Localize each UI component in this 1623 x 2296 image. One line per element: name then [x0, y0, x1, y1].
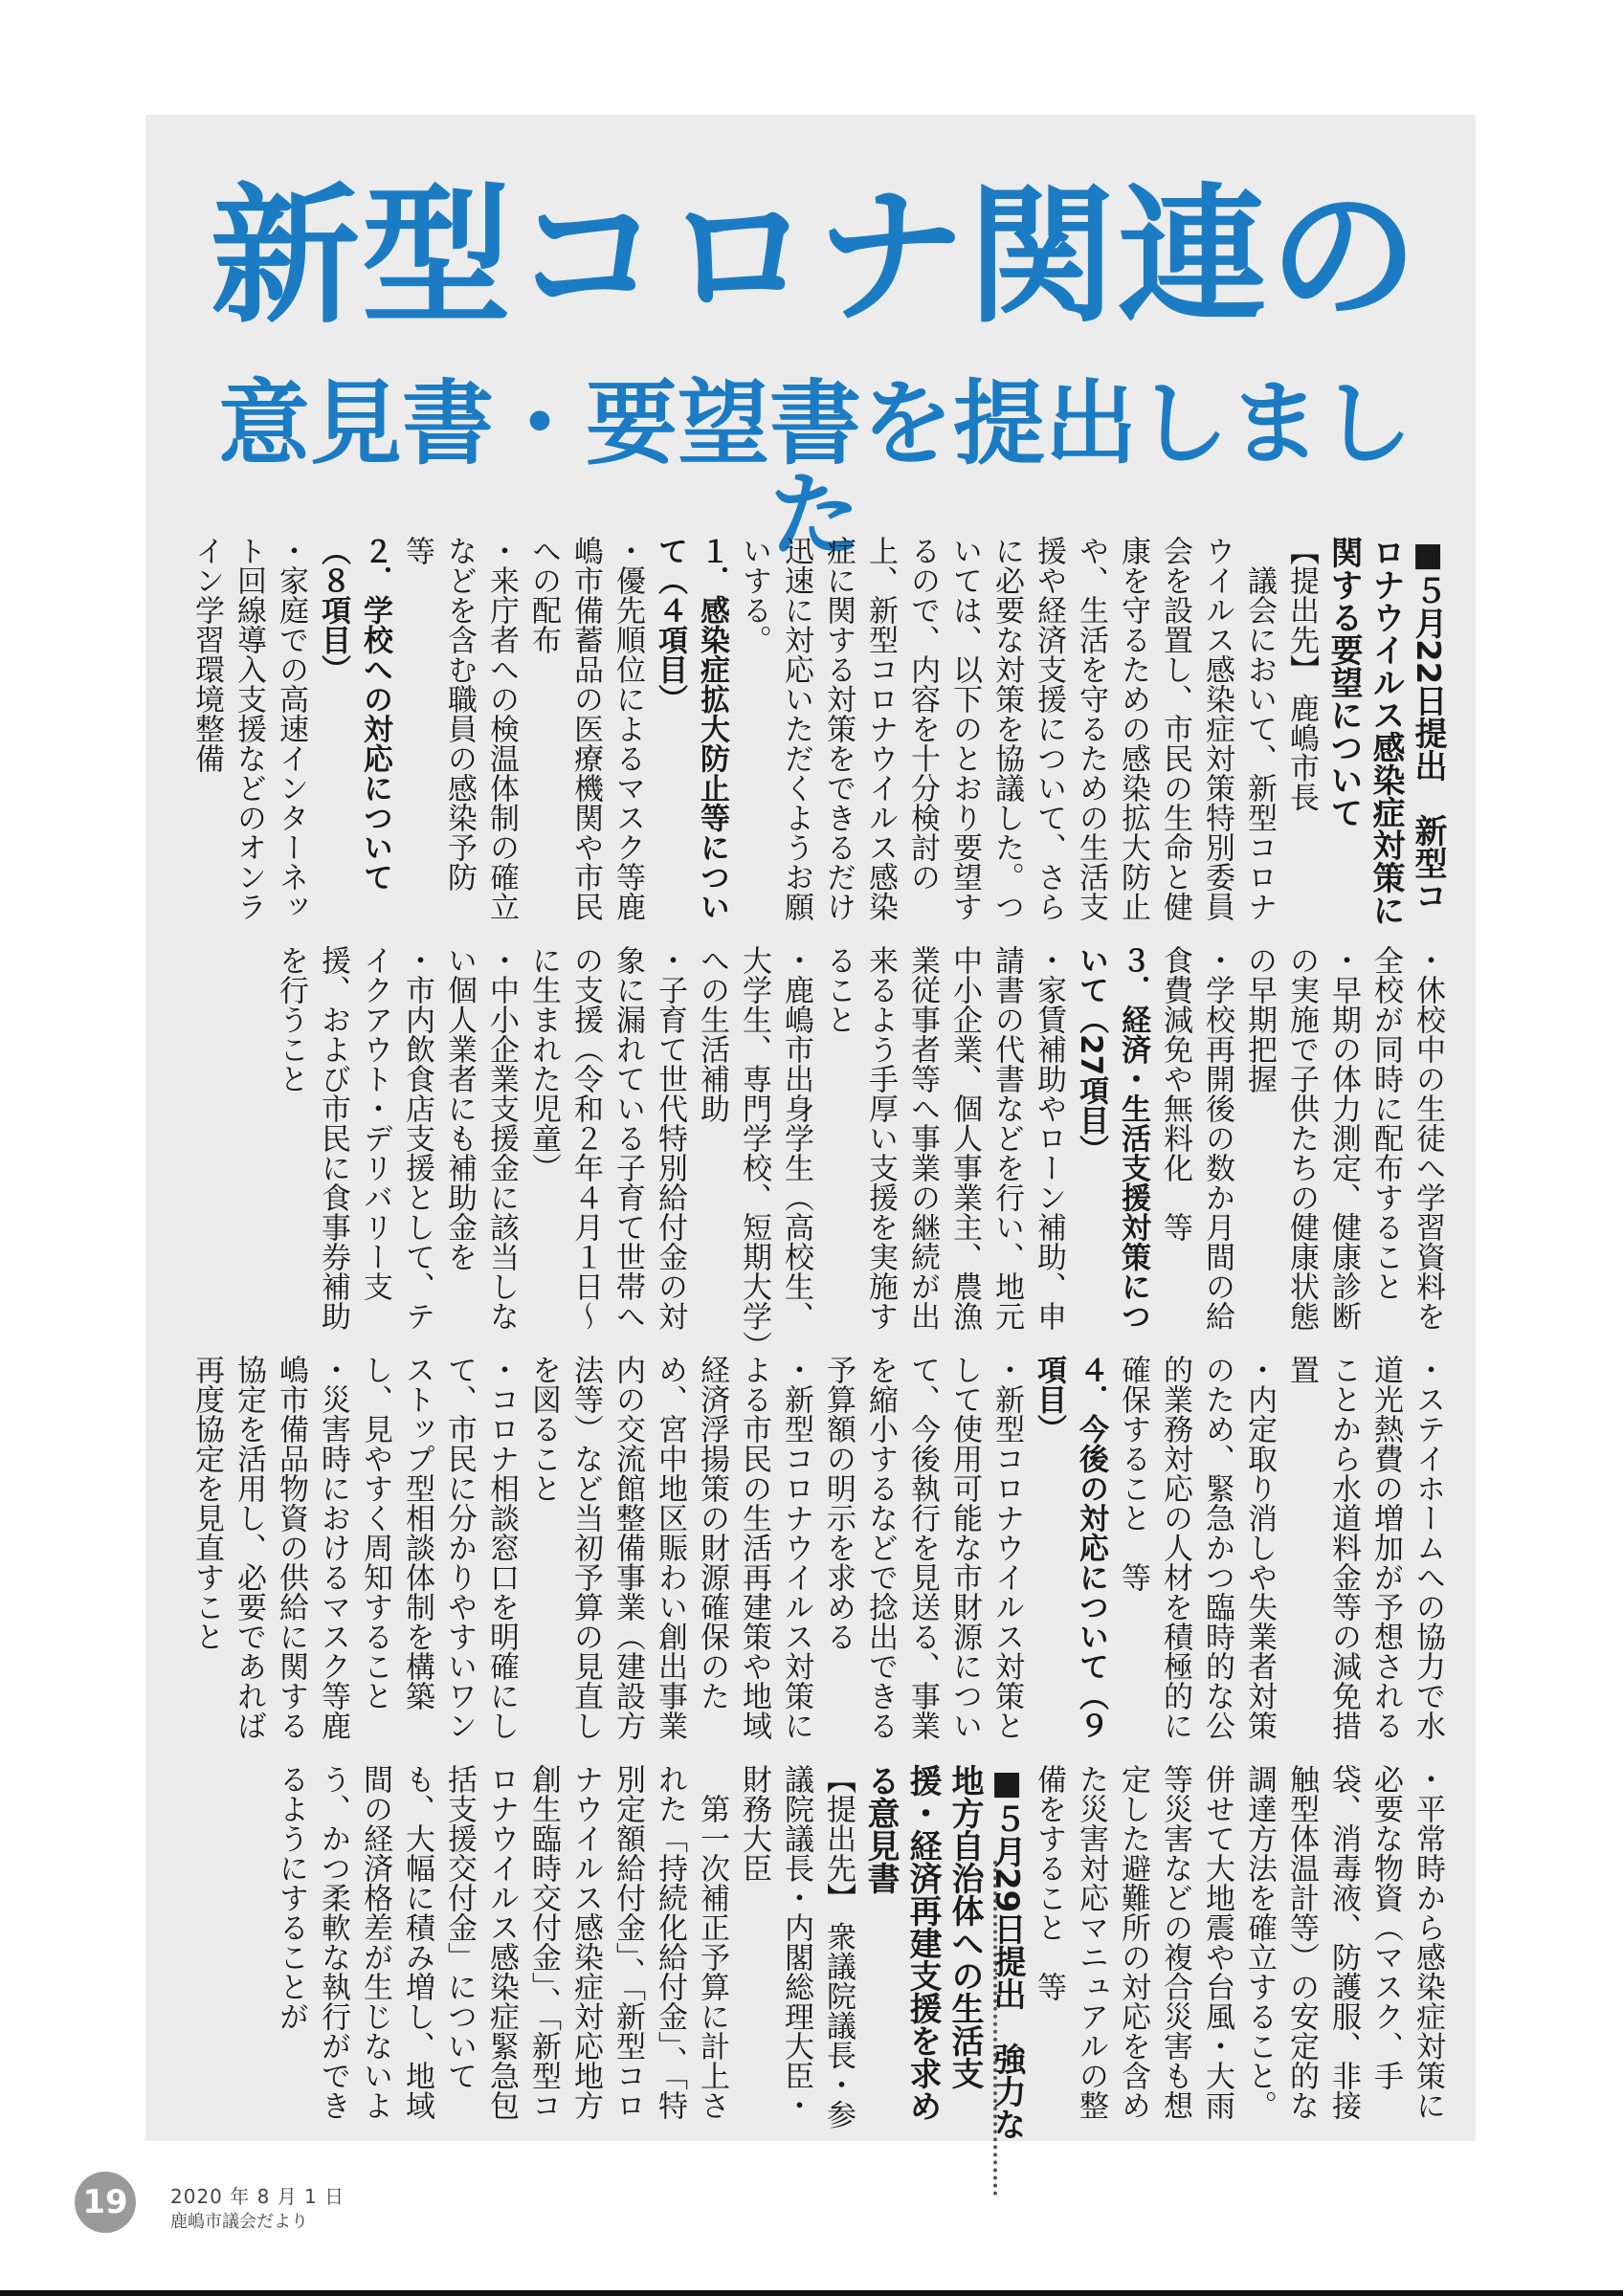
section1-item: ・来庁者への検温体制の確立などを含む職員の感染予防 等	[400, 536, 519, 921]
section4-title: ４．今後の対応について（９項目）	[1032, 1355, 1108, 1740]
section3-item: ・内定取り消しや失業者対策のため、緊急かつ臨時的な公的業務対応の人材を積極的に確保すること 等	[1116, 1355, 1277, 1740]
section3-item: ・中小企業支援金に該当しない個人業者にも補助金を	[442, 945, 519, 1331]
text-band-1	[172, 536, 1449, 938]
section4-item: ・新型コロナウイルス対策による市民の生活再建策や地域経済浮揚策の財源確保のため、宮中地区賑わい創出事業内の交流館整備事業（建設方法等）など当初予算の見直しを図ること	[526, 1355, 813, 1740]
article1-intro: 議会において、新型コロナウイルス感染症対策特別委員会を設置し、市民の生命と健康を守るための感染拡大防止や、生活を守るための生活支援や経済支援について、さらに必要な対策を協議した。ついては、以下のとおり要望するので、内容を十分検討の上、新型コロナウイルス感染症に関する対策をできるだけ迅速に対応いただくようお願いする。	[737, 536, 1277, 921]
article2-recipient: 【提出先】 衆議院議長・参議院議長・内閣総理大臣・財務大臣	[737, 1764, 856, 2130]
page-title: 新型コロナ関連の	[211, 169, 1420, 343]
issue-date: 2020 年 8 月 1 日	[170, 2185, 345, 2208]
section4-item: ・災害時におけるマスク等鹿嶋市備品物資の供給に関する協定を活用し、必要であれば再度協定を見直すこと	[189, 1355, 350, 1740]
section3-item: ・鹿嶋市出身学生（高校生、大学生、専門学校、短期大学）への生活補助	[695, 945, 813, 1346]
page-number: 19	[75, 2172, 136, 2233]
section3-item: ・子育て世代特別給付金の対象に漏れている子育て世帯への支援（令和２年４月１日～に生まれた児童）	[526, 945, 687, 1331]
section4-item: ・新型コロナウイルス対策として使用可能な市財源について、今後執行を見送る、事業を縮小するなどで捻出できる予算額の明示を求める	[821, 1355, 1024, 1740]
article1-recipient: 【提出先】 鹿嶋市長	[1284, 536, 1319, 812]
section3-title: ３．経済・生活支援対策について（27項目）	[1074, 945, 1150, 1331]
section3-item: ・ステイホームへの協力で水道光熱費の増加が予想されることから水道料金等の減免措置	[1284, 1355, 1445, 1740]
article2-body: 第一次補正予算に計上された「持続化給付金」、「特別定額給付金」、「新型コロナウイルス感染症対応地方創生臨時交付金」、「新型コロナウイルス感染症緊急包括支援交付金」についても、大幅に積み増し、地域間の経済格差が生じないよう、かつ柔軟な執行ができるようにすることが	[274, 1764, 729, 2120]
article1-heading: ■５月22日提出 新型コロナウイルス感染症対策に関する要望について	[1324, 536, 1447, 926]
text-band-4	[172, 1764, 1449, 2147]
section2-title: ２．学校への対応について（８項目）	[316, 536, 392, 892]
section1-title: １．感染症拡大防止等について（４項目）	[653, 536, 729, 921]
text-band-2	[172, 945, 1449, 1347]
section3-item: ・家賃補助やローン補助、申請書の代書などを行い、地元中小企業、個人事業主、農漁業従事者等へ事業の継続が出来るよう手厚い支援を実施すること	[821, 945, 1066, 1331]
article-divider	[993, 1861, 997, 2196]
section2-item: ・早期の体力測定、健康診断の実施で子供たちの健康状態の早期把握	[1242, 945, 1361, 1331]
section4-item: ・平常時から感染症対策に必要な物資（マスク、手袋、消毒液、防護服、非接触型体温計等）の安定的な調達方法を確立すること。併せて大地震や台風・大雨等災害などの複合災害も想定した避難所の対応を含めた災害対応マニュアルの整備をすること 等	[1032, 1764, 1445, 2120]
content-panel	[145, 115, 1476, 2141]
text-band-3	[172, 1355, 1449, 1756]
section2-item: ・休校中の生徒へ学習資料を全校が同時に配布すること	[1368, 945, 1445, 1331]
section4-item: ・コロナ相談窓口を明確にして、市民に分かりやすいワンストップ型相談体制を構築し、見やすく周知すること	[358, 1355, 519, 1740]
section2-item: ・学校再開後の数か月間の給食費減免や無料化 等	[1158, 945, 1234, 1331]
page-subtitle: 意見書・要望書を提出しました	[218, 370, 1412, 569]
section1-item: ・優先順位によるマスク等鹿嶋市備蓄品の医療機関や市民への配布	[526, 536, 645, 921]
bottom-rule	[0, 2290, 1623, 2296]
publication-name: 鹿嶋市議会だより	[170, 2212, 308, 2232]
article2-heading: ■５月29日提出 強力な地方自治体への生活支援・経済再建支援を求める意見書	[861, 1764, 1026, 2141]
section3-item: ・市内飲食店支援として、テイクアウト・デリバリー支援、および市民に食事券補助を行うこと	[274, 945, 434, 1331]
section2-item: ・家庭での高速インターネット回線導入支援などのオンライン学習環境整備	[189, 536, 308, 921]
